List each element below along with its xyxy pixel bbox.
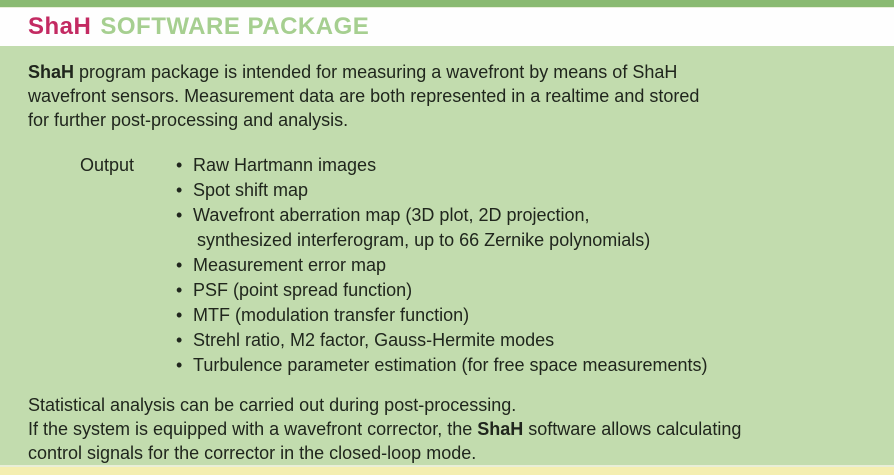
intro-line-1-text: program package is intended for measuring a wavefront by means of ShaH bbox=[74, 62, 678, 82]
bullet-icon: • bbox=[176, 330, 183, 350]
bullet-icon: • bbox=[176, 205, 183, 225]
output-section bbox=[80, 153, 870, 378]
intro-line-2: wavefront sensors. Measurement data are both represented in a realtime and stored bbox=[28, 86, 700, 106]
bullet-icon: • bbox=[176, 155, 183, 175]
list-item bbox=[176, 303, 708, 328]
closing-bold-brand: ShaH bbox=[477, 419, 524, 439]
list-item-text-continuation: synthesized interferogram, up to 66 Zernike polynomials) bbox=[197, 230, 651, 250]
page-title: SOFTWARE PACKAGE bbox=[100, 13, 370, 40]
top-accent-bar bbox=[0, 0, 894, 8]
list-item-text: Turbulence parameter estimation (for free space measurements) bbox=[193, 355, 708, 375]
closing-line-2 bbox=[28, 417, 870, 441]
output-list bbox=[176, 153, 708, 378]
closing-line-2-pre: If the system is equipped with a wavefront corrector, the bbox=[28, 419, 478, 439]
content-area bbox=[0, 46, 894, 465]
closing-line-2-post: software allows calculating bbox=[523, 419, 742, 439]
intro-line-1 bbox=[28, 60, 870, 84]
bullet-icon: • bbox=[176, 355, 183, 375]
list-item bbox=[176, 178, 708, 203]
intro-paragraph bbox=[28, 60, 870, 132]
list-item-text: MTF (modulation transfer function) bbox=[193, 305, 470, 325]
intro-line-3: for further post-processing and analysis. bbox=[28, 110, 349, 130]
list-item bbox=[176, 328, 708, 353]
brand-name: ShaH bbox=[28, 13, 92, 40]
intro-bold-lead: ShaH bbox=[28, 62, 75, 82]
list-item bbox=[176, 153, 708, 178]
list-item-text: PSF (point spread function) bbox=[193, 280, 413, 300]
list-item-text: Strehl ratio, M2 factor, Gauss-Hermite modes bbox=[193, 330, 555, 350]
bullet-icon: • bbox=[176, 305, 183, 325]
list-item bbox=[176, 353, 708, 378]
list-item bbox=[176, 203, 708, 253]
list-item bbox=[176, 278, 708, 303]
list-item-text: Wavefront aberration map (3D plot, 2D projection, bbox=[193, 205, 590, 225]
closing-paragraph bbox=[28, 393, 870, 465]
bullet-icon: • bbox=[176, 180, 183, 200]
list-item-text: Measurement error map bbox=[193, 255, 387, 275]
output-label: Output bbox=[80, 155, 135, 175]
list-item-text: Spot shift map bbox=[193, 180, 309, 200]
footer-accent-bar bbox=[0, 465, 894, 475]
bullet-icon: • bbox=[176, 255, 183, 275]
list-item bbox=[176, 253, 708, 278]
bullet-icon: • bbox=[176, 280, 183, 300]
closing-line-3: control signals for the corrector in the closed-loop mode. bbox=[28, 443, 477, 463]
closing-line-1: Statistical analysis can be carried out during post-processing. bbox=[28, 395, 517, 415]
header bbox=[0, 8, 894, 46]
list-item-text: Raw Hartmann images bbox=[193, 155, 377, 175]
